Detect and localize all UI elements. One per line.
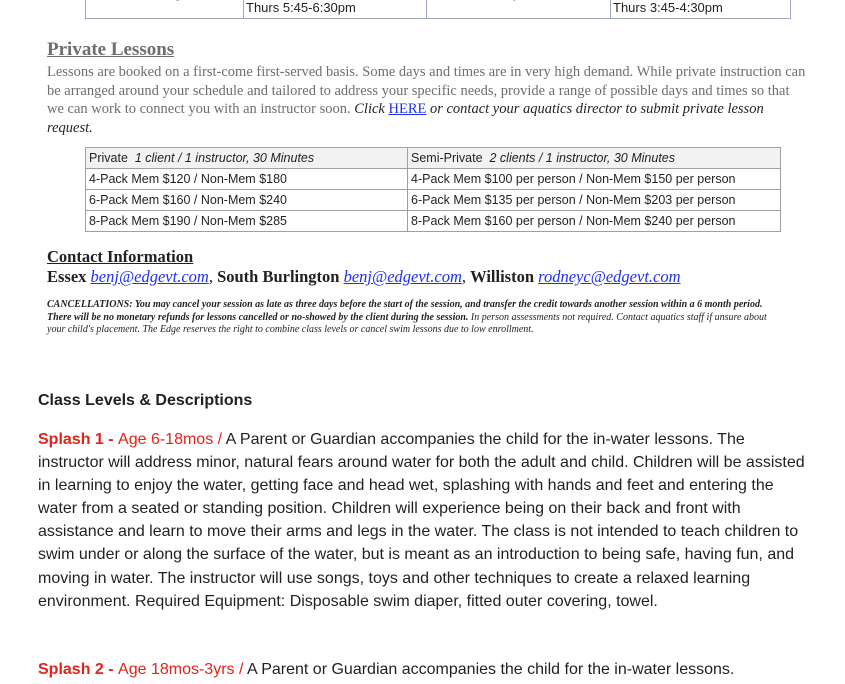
cancellation-policy <box>47 299 787 337</box>
private-header-cell <box>86 148 408 169</box>
class-level-item <box>38 428 813 613</box>
private-lessons-description <box>47 63 807 137</box>
private-lessons-title: Private Lessons <box>47 39 175 60</box>
semi-private-header-label: Semi-Private <box>411 151 483 165</box>
location-name: Williston <box>470 267 535 286</box>
private-header-label: Private <box>89 151 128 165</box>
class-age: Age 6-18mos / <box>118 431 223 448</box>
table-row <box>86 211 781 232</box>
private-header-detail: 1 client / 1 instructor, 30 Minutes <box>134 151 315 165</box>
private-lessons-text: Lessons are booked on a first-come first-served basis. Some days and times are in very high demand. While private instruction can be arranged around your schedule and tailored to address your specific needs, provide a range of possible days and times so that we can work to connect you with an instructor soon. <box>47 64 806 118</box>
semi-private-header-detail: 2 clients / 1 instructor, 30 Minutes <box>489 151 676 165</box>
table-cell: 8-Pack Mem $190 / Non-Mem $285 <box>86 211 408 232</box>
table-cell: 8-Pack Mem $160 per person / Non-Mem $240 per person <box>408 211 781 232</box>
south-burlington-email-link[interactable]: benj@edgevt.com <box>343 267 462 286</box>
schedule-time: Thurs 3:45-4:30pm <box>613 0 723 15</box>
contact-title: Contact Information <box>47 247 194 266</box>
class-age: Age 18mos-3yrs / <box>118 661 244 678</box>
table-row <box>86 169 781 190</box>
schedule-time <box>429 0 531 1</box>
cancellation-bold: CANCELLATIONS: You may cancel your session as late as three days before the start of the session, and transfer the credit towards another session within a 6 month period. There will be no monetary refunds for lessons cancelled or no-showed by the client during the session. <box>47 299 763 323</box>
pricing-table <box>85 147 781 232</box>
table-row <box>86 190 781 211</box>
location-name: Essex <box>47 267 87 286</box>
class-name: Splash 1 - Age 6-18mos / <box>38 431 223 448</box>
cancellation-note: In person assessments not required. Contact aquatics staff if unsure about your child's placement. The Edge reserves the right to combine class levels or cancel swim lessons due to low enrollment. <box>47 311 767 336</box>
class-description: A Parent or Guardian accompanies the child for the in-water lessons. The instructor will address minor, natural fears around water for both the adult and child. Children will be assisted in learning to enjoy the water, getting face and head wet, splashing with hands and feet and entering the water from a seated or standing position. Children will experience being on their back and front with assistance and learn to move their arms and legs in the water. The class is not intended to teach children to swim under or along the surface of the water, but is meant as an introduction to being safe, having fun, and moving in water. The instructor will use songs, toys and other techniques to create a relaxed learning environment. Required Equipment: Disposable swim diaper, fitted outer covering, towel. <box>38 431 805 610</box>
location-name: South Burlington <box>217 267 340 286</box>
semi-private-header-cell <box>408 148 781 169</box>
class-level-item <box>38 658 813 681</box>
table-divider <box>243 0 244 18</box>
class-description: A Parent or Guardian accompanies the child for the in-water lessons. <box>246 661 735 678</box>
click-suffix: or contact your aquatics director to submit private lesson request. <box>47 101 764 136</box>
class-name: Splash 2 - Age 18mos-3yrs / <box>38 661 244 678</box>
private-lesson-request-link[interactable]: HERE <box>388 101 427 118</box>
schedule-table <box>85 0 791 19</box>
table-cell: 4-Pack Mem $120 / Non-Mem $180 <box>86 169 408 190</box>
class-levels-heading: Class Levels & Descriptions <box>38 392 253 409</box>
class-name-text: Splash 1 <box>38 431 104 448</box>
table-cell: 6-Pack Mem $135 per person / Non-Mem $203 per person <box>408 190 781 211</box>
table-cell: 6-Pack Mem $160 / Non-Mem $240 <box>86 190 408 211</box>
contact-line: Essex benj@edgevt.com, South Burlington benj@edgevt.com, Williston rodneyc@edgevt.com <box>47 267 681 286</box>
click-prefix: Click <box>354 101 389 118</box>
class-name-text: Splash 2 <box>38 661 104 678</box>
schedule-row-label <box>89 0 215 1</box>
table-cell: 4-Pack Mem $100 per person / Non-Mem $150 per person <box>408 169 781 190</box>
williston-email-link[interactable]: rodneyc@edgevt.com <box>538 267 681 286</box>
schedule-time: Thurs 5:45-6:30pm <box>246 0 356 15</box>
table-divider <box>610 0 611 18</box>
table-row <box>86 148 781 169</box>
essex-email-link[interactable]: benj@edgevt.com <box>90 267 209 286</box>
table-divider <box>426 0 427 18</box>
